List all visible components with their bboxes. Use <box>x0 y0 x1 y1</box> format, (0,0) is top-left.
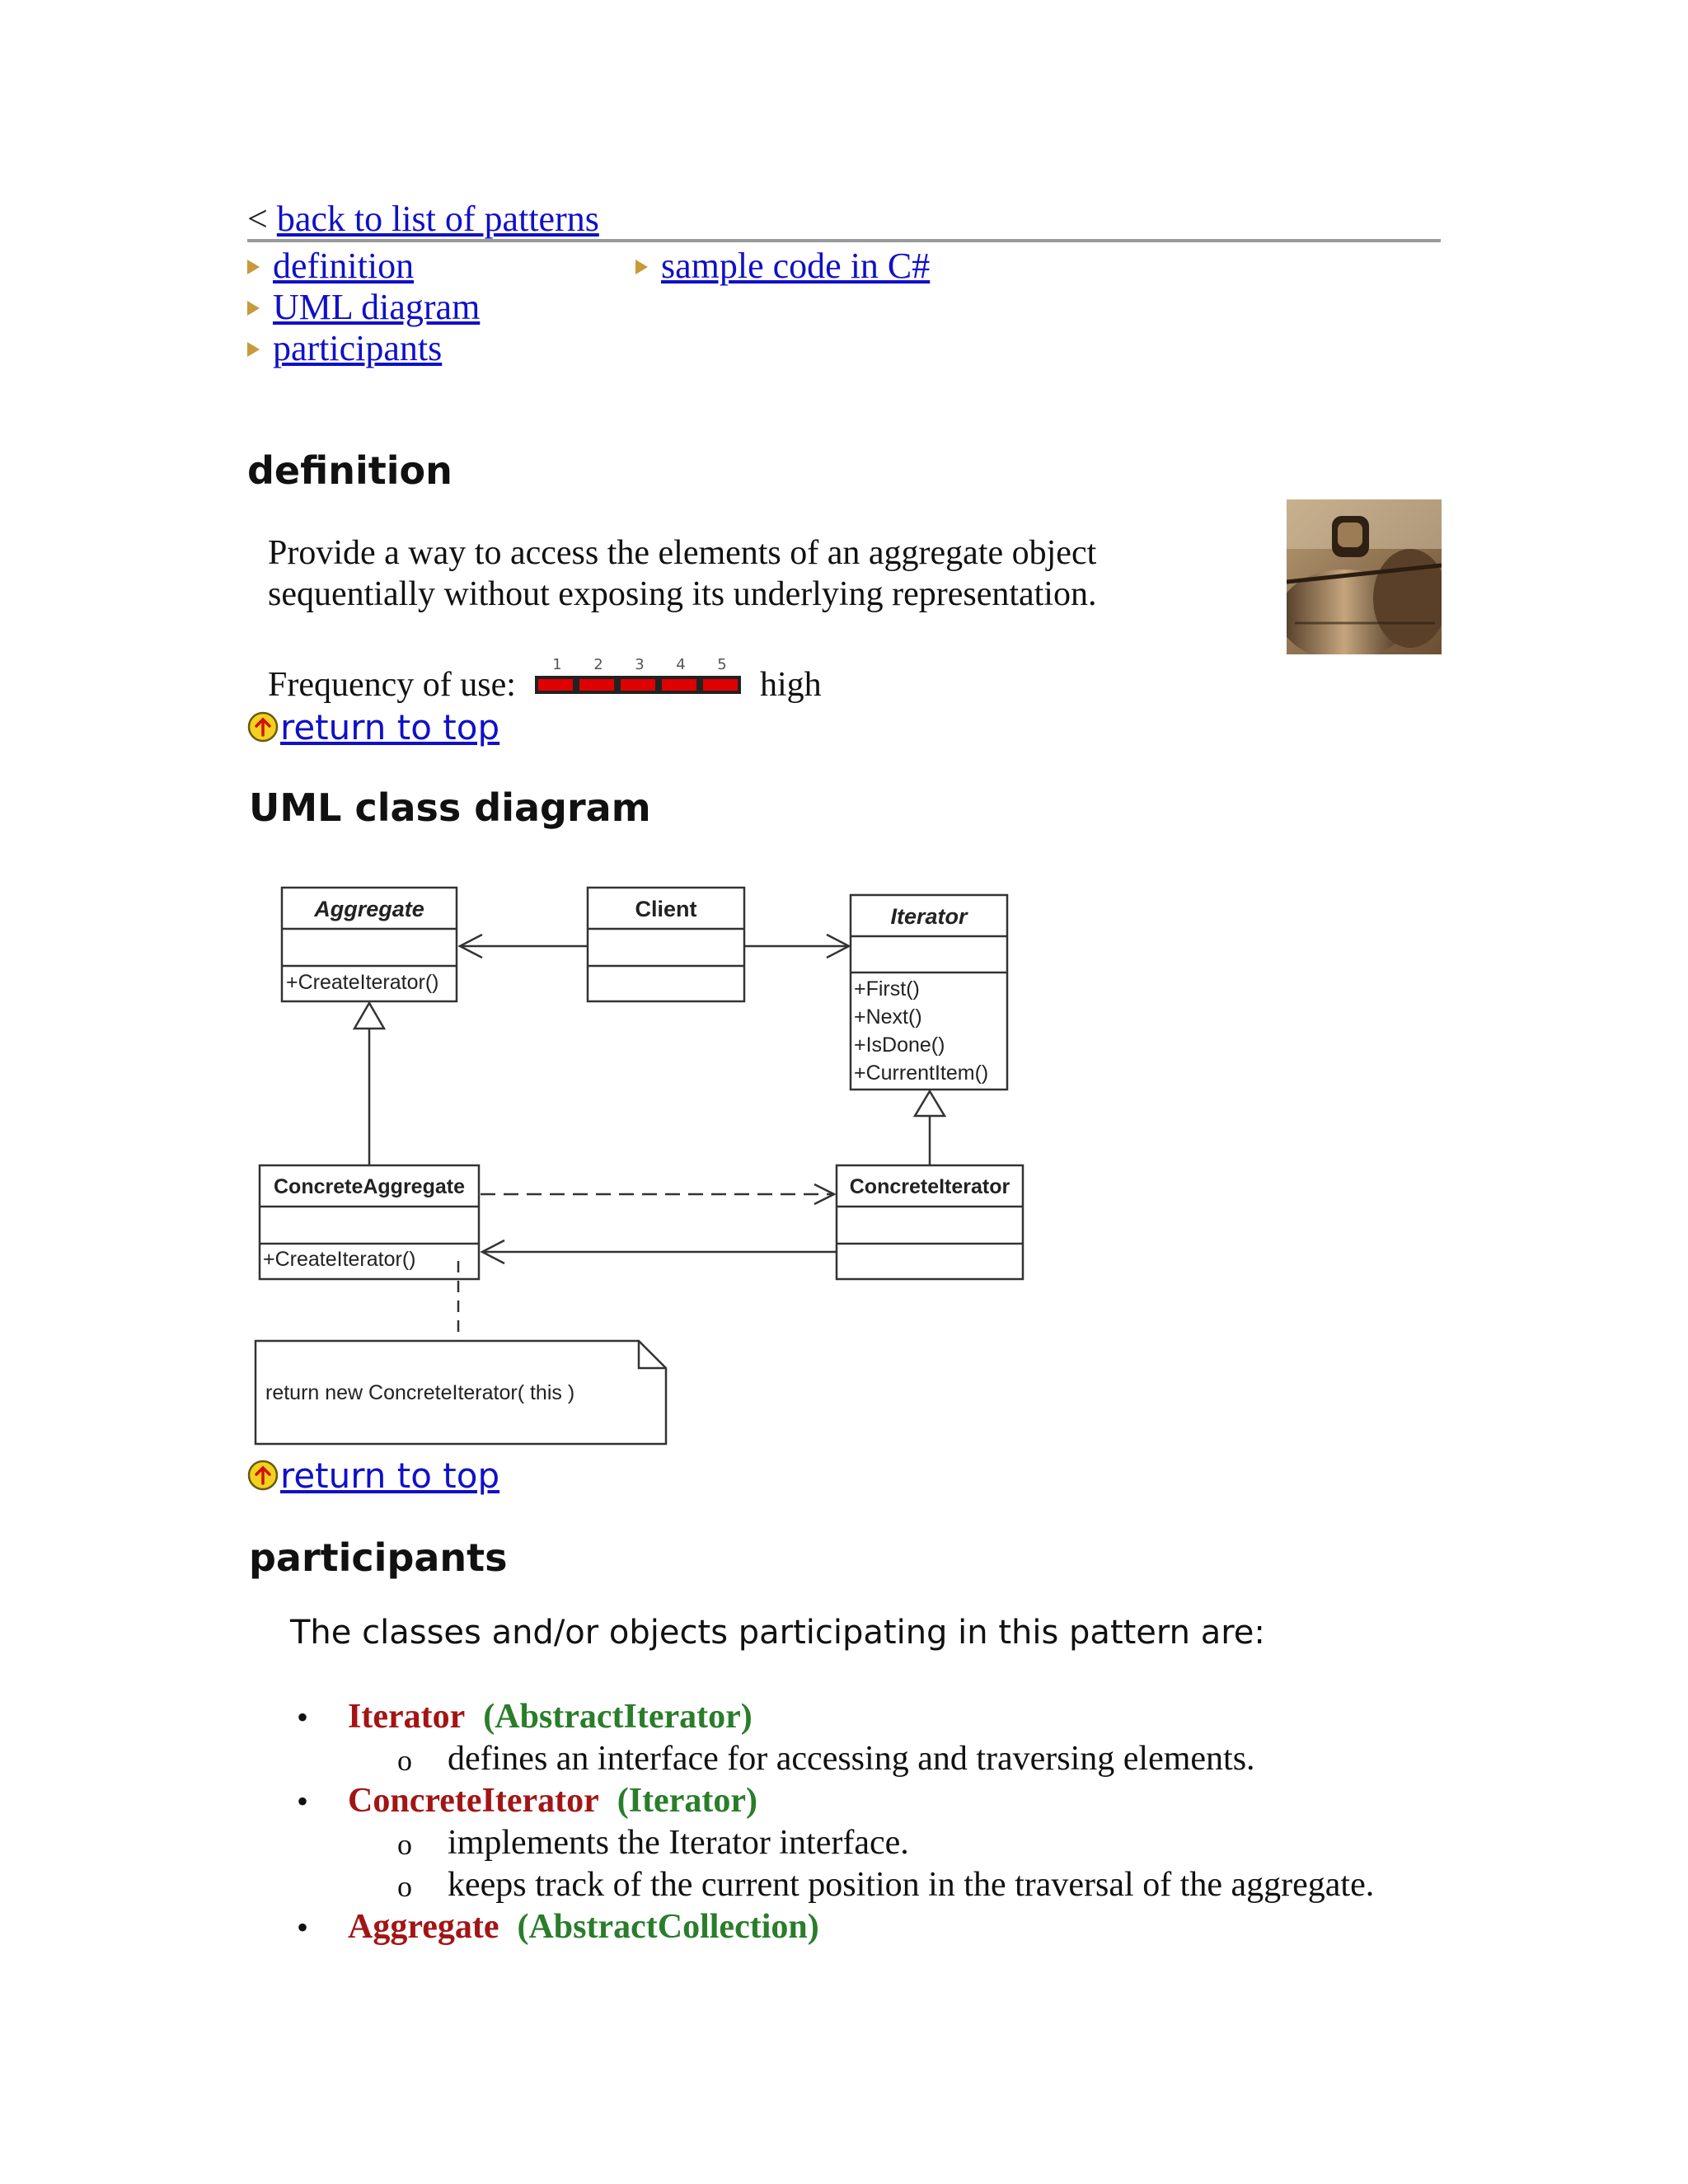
bullet: • <box>297 1909 309 1946</box>
list-subitem <box>247 1738 1533 1780</box>
triangle-bullet-icon <box>247 342 260 357</box>
concrete-iterator-class-name: ConcreteIterator <box>849 1175 1010 1198</box>
bullet: • <box>297 1783 309 1820</box>
participant-title <box>348 1906 819 1948</box>
back-to-list-link[interactable]: back to list of patterns <box>276 199 599 239</box>
aggregate-class-name: Aggregate <box>314 897 424 921</box>
sub-bullet: o <box>397 1744 412 1777</box>
iterator-operation-currentitem: +CurrentItem() <box>854 1062 989 1085</box>
uml-class-diagram <box>247 875 1039 1452</box>
return-to-top-link[interactable]: return to top <box>280 1455 500 1496</box>
definition-link[interactable]: definition <box>273 246 415 286</box>
nav-item-uml <box>247 287 480 328</box>
participants-heading: participants <box>249 1535 508 1580</box>
meter-cell <box>662 679 696 691</box>
participant-name: Aggregate <box>348 1908 499 1946</box>
participant-description: defines an interface for accessing and traversing elements. <box>448 1740 1255 1778</box>
participant-title <box>348 1780 757 1822</box>
meter-scale-label: 3 <box>635 656 645 673</box>
participant-name: ConcreteIterator <box>348 1782 599 1820</box>
participants-list <box>247 1696 1533 1948</box>
aggregate-operation: +CreateIterator() <box>286 971 439 994</box>
list-item <box>247 1906 1533 1948</box>
meter-cell <box>538 679 573 691</box>
nav-item-sample-code <box>635 246 930 287</box>
meter-scale-label: 4 <box>676 656 686 673</box>
uml-heading: UML class diagram <box>249 785 651 830</box>
meter-scale-label: 5 <box>717 656 727 673</box>
meter-scale-label: 2 <box>593 656 603 673</box>
participant-description: keeps track of the current position in the traversal of the aggregate. <box>448 1866 1375 1904</box>
list-subitem <box>247 1822 1533 1864</box>
nav-item-definition <box>247 246 414 287</box>
iterator-operation-next: +Next() <box>854 1005 922 1029</box>
definition-heading: definition <box>247 448 452 493</box>
participant-role: (AbstractCollection) <box>517 1908 819 1946</box>
triangle-bullet-icon <box>635 260 648 274</box>
return-to-top-link[interactable]: return to top <box>280 707 500 748</box>
definition-text <box>268 532 1257 615</box>
participant-description: implements the Iterator interface. <box>448 1824 909 1862</box>
list-subitem <box>247 1864 1533 1906</box>
meter-cell <box>579 679 614 691</box>
sub-bullet: o <box>397 1828 412 1861</box>
frequency-meter <box>534 654 742 697</box>
concrete-aggregate-class-name: ConcreteAggregate <box>274 1175 465 1198</box>
meter-cell <box>621 679 655 691</box>
return-to-top-1 <box>247 707 499 748</box>
triangle-bullet-icon <box>247 301 260 316</box>
meter-cell <box>703 679 738 691</box>
iterator-class-name: Iterator <box>890 904 968 929</box>
frequency-word: high <box>760 666 822 704</box>
pattern-photo <box>1287 499 1442 654</box>
participant-title <box>348 1696 753 1738</box>
participants-intro: The classes and/or objects participating in this pattern are: <box>290 1614 1265 1652</box>
participant-name: Iterator <box>348 1698 466 1736</box>
participant-role: (Iterator) <box>617 1782 757 1820</box>
uml-diagram-link[interactable]: UML diagram <box>273 287 481 327</box>
client-class-name: Client <box>635 897 697 921</box>
participants-link[interactable]: participants <box>273 328 443 368</box>
definition-line-1: Provide a way to access the elements of an aggregate object <box>268 534 1097 572</box>
up-arrow-icon <box>247 711 279 743</box>
meter-scale-label: 1 <box>552 656 562 673</box>
bullet: • <box>297 1699 309 1736</box>
triangle-bullet-icon <box>247 260 260 274</box>
nav-item-participants <box>247 328 442 369</box>
frequency-label: Frequency of use: <box>268 666 516 704</box>
sub-bullet: o <box>397 1870 412 1903</box>
return-to-top-2 <box>247 1455 499 1497</box>
sample-code-link[interactable]: sample code in C# <box>661 246 931 286</box>
definition-line-2: sequentially without exposing its underlying representation. <box>268 575 1097 613</box>
nav-divider <box>247 239 1441 242</box>
iterator-operation-first: +First() <box>854 977 920 1001</box>
back-prefix: < <box>247 199 268 239</box>
up-arrow-icon <box>247 1460 279 1491</box>
list-item <box>247 1780 1533 1822</box>
participant-role: (AbstractIterator) <box>483 1698 753 1736</box>
list-item <box>247 1696 1533 1738</box>
back-link-row <box>247 196 599 242</box>
note-text: return new ConcreteIterator( this ) <box>265 1381 575 1404</box>
iterator-operation-isdone: +IsDone() <box>854 1033 945 1057</box>
concrete-aggregate-operation: +CreateIterator() <box>263 1248 416 1271</box>
